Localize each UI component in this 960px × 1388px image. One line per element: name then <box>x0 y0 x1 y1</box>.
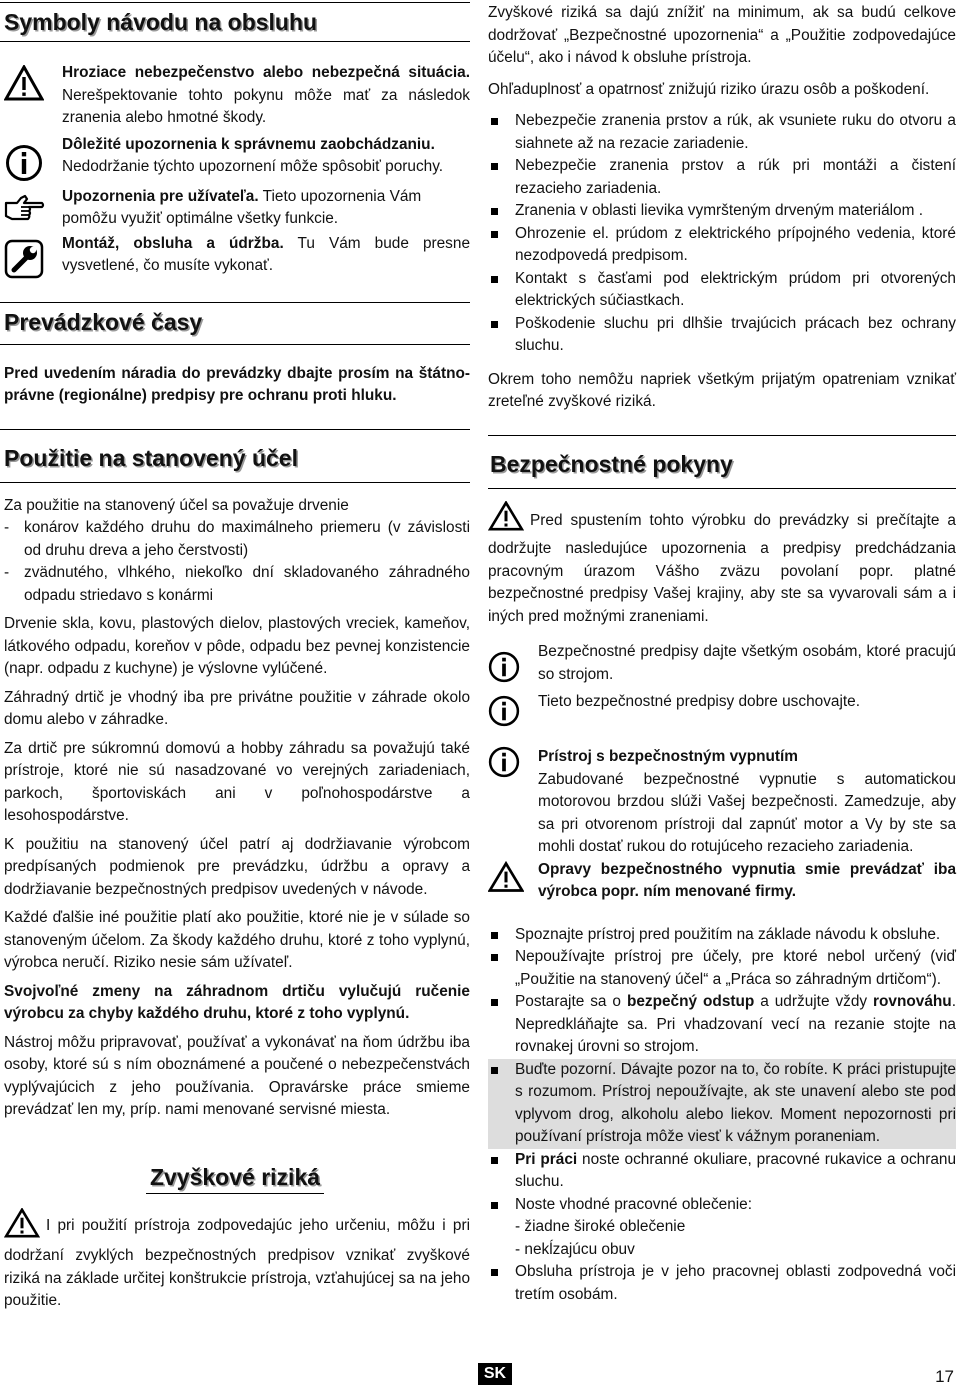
intended-intro: Za použitie na stanovený účel sa považuje drvenie <box>4 496 349 514</box>
residual-header <box>0 1162 470 1194</box>
info-circle-icon <box>0 134 48 182</box>
warning-triangle-icon <box>488 501 524 539</box>
right-column <box>488 0 956 1306</box>
list-item: Kontakt s časťami pod elektrickým prúdom pri otvorených elektrických súčiastkach. <box>488 268 956 313</box>
residual-paragraph: Zvyškové riziká sa dajú znížiť na minimum, ak sa budú celkove dodržovať „Bezpečnostné upozornenia“ a „Použitie zodpovedajúce účelu“, ako i návod k obsluhe prístroja. <box>488 4 956 66</box>
left-column <box>0 0 470 1313</box>
symbol-bold: Montáž, obsluha a údržba. <box>62 234 284 252</box>
paragraph: Nástroj môžu pripravovať, používať a vykonávať na ňom údržbu iba osoby, ktoré sú s ním oboznámené a poučené o nebezpečenstvách vyplývajúcich z jeho používania. Opravárske práce smieme prevádzať len my, príp. nami menované servisné miesta. <box>4 1033 470 1118</box>
language-badge: SK <box>478 1363 512 1385</box>
wrench-icon <box>0 233 48 279</box>
paragraph-bold: Svojvoľné zmeny na záhradnom drtiču vylučujú ručenie výrobcu za chyby každého druhu, ktoré z toho vyplynú. <box>4 982 470 1022</box>
info-row <box>488 691 956 735</box>
intended-use-title: Použitie na stanovený účel <box>4 444 298 471</box>
symbols-list <box>0 62 470 279</box>
symbol-text: Tu Vám bude presne vysvetlené, čo musíte vykonať. <box>62 234 470 274</box>
list-item: Zranenia v oblasti lievika vymršteným drveným materiálom . <box>488 200 956 223</box>
operating-times-title: Prevádzkové časy <box>4 308 203 335</box>
list-item: Poškodenie sluchu pri dlhšie trvajúcich prácach bez ochrany sluchu. <box>488 313 956 358</box>
list-item: Buďte pozorní. Dávajte pozor na to, čo robíte. K práci pristupujte s rozumom. Prístroj nepoužívajte, ak ste unavení alebo ste pod vplyvom drog, alkoholu alebo liekov. Moment nepozornosti pri používaní prístroja môže viesť k vážnym poraneniam. <box>488 1059 956 1149</box>
symbol-item <box>0 186 470 231</box>
symbol-bold: Hroziace nebezpečenstvo alebo nebezpečná situácia. <box>62 64 470 81</box>
list-item: Obsluha prístroja je v jeho pracovnej oblasti zodpovedná voči tretím osobám. <box>488 1261 956 1306</box>
info-circle-icon <box>488 641 532 691</box>
list-item: Nepoužívajte prístroj pre účely, pre ktoré nebol určený (viď „Použitie na stanovený účel“ a „Práca so záhradným drtičom“). <box>488 946 956 991</box>
list-item: Nebezpečie zranenia prstov a rúk, ak vsuniete ruku do otvoru a siahnete až na rezacie zariadenie. <box>488 110 956 155</box>
residual-paragraph: Ohľaduplnosť a opatrnosť znižujú riziko úrazu osôb a poškodení. <box>488 80 930 98</box>
warning-row <box>488 859 956 904</box>
symbol-text: Tieto upozornenia Vám pomôžu využiť optimálne všetky funkcie. <box>62 187 422 227</box>
symbol-item <box>0 62 470 130</box>
symbol-text: Nerešpektovanie tohto pokynu môže mať za následok zranenia alebo hmotné škody. <box>62 86 470 126</box>
safety-title: Bezpečnostné pokyny <box>490 450 733 477</box>
paragraph: K použitiu na stanovený účel patrí aj dodržiavanie výrobcom predpísaných podmienok pre prevádzku, údržbu a opravy a dodržiavanie bezpečnostných predpisov uvedených v návode. <box>4 835 470 898</box>
symbol-bold: Upozornenia pre užívateľa. <box>62 187 259 205</box>
symbol-item <box>0 134 470 182</box>
info-text: Bezpečnostné predpisy dajte všetkým osobám, ktoré pracujú so strojom. <box>538 643 956 683</box>
safety-list <box>488 924 956 1307</box>
info-row <box>488 746 956 859</box>
safety-intro: Pred spustením tohto výrobku do prevádzky si prečítajte a dodržujte nasledujúce upozornenia a predpisy predchádzania pracovným úrazom Vášho zväzu povolaní popr. platné bezpečnostné predpisy Vašej krajiny, aby ste sa vyvarovali sám a i iných pred možnými zraneniami. <box>488 501 956 629</box>
list-item: Spoznajte prístroj pred použitím na základe návodu k obsluhe. <box>488 924 956 947</box>
intended-use-section <box>0 495 470 1122</box>
list-item: Pri práci noste ochranné okuliare, pracovné rukavice a ochranu sluchu. <box>488 1149 956 1194</box>
list-item: Noste vhodné pracovné oblečenie: - žiadne široké oblečenie - nekĺzajúcu obuv <box>488 1194 956 1262</box>
residual-paragraph: Okrem toho nemôžu napriek všetkým prijatým opatreniam vznikať zreteľné zvyškové riziká. <box>488 370 956 410</box>
paragraph: Za drtič pre súkromnú domovú a hobby záhradu sa považujú také prístroje, ktoré nie sú nasadzované vo verejných zariadeniach, parkoch, športoviskách ani v poľnohospodárstve a lesohospodárstve. <box>4 739 470 824</box>
warning-triangle-icon <box>4 1208 40 1246</box>
info-text: Tieto bezpečnostné predpisy dobre uschovajte. <box>538 692 860 710</box>
symbol-item <box>0 233 470 279</box>
info-row <box>488 641 956 691</box>
residual-risk-list <box>488 110 956 358</box>
list-item: Nebezpečie zranenia prstov a rúk pri montáži a čistení rezacieho zariadenia. <box>488 155 956 200</box>
warning-text: Opravy bezpečnostného vypnutia smie prevádzať iba výrobca popr. ním menované firmy. <box>538 860 956 900</box>
symbol-text: Nedodržanie týchto upozornení môže spôsobiť poruchy. <box>62 158 444 175</box>
symbols-title: Symboly návodu na obsluhu <box>4 9 318 35</box>
operating-times-text: Pred uvedením náradia do prevádzky dbajte prosím na štátno-právne (regionálne) predpisy pre ochranu proti hluku. <box>4 364 470 404</box>
list-item: Postarajte sa o bezpečný odstup a udržujte vždy rovnováhu. Nepredkláňajte sa. Pri vhadzovaní vecí na rezanie stojte na rovnakej úrovni so strojom. <box>488 991 956 1059</box>
paragraph: Záhradný drtič je vhodný iba pre privátne použitie v záhrade okolo domu alebo v záhradke. <box>4 688 470 728</box>
list-item: Ohrozenie el. prúdom z elektrického prípojného vedenia, ktoré nezodpovedá predpisom. <box>488 223 956 268</box>
info-text: Prístroj s bezpečnostným vypnutím Zabudované bezpečnostné vypnutie s automatickou motorovou brzdou slúži Vašej bezpečnosti. Zamedzuje, aby sa pri otvorenom prístroji dal zapnúť motor a Vy by ste sa mohli dostať rukou do rotujúceho rezacieho zariadenia. <box>538 748 956 855</box>
residual-risks-title: Zvyškové riziká <box>146 1162 324 1194</box>
pointing-hand-icon <box>0 186 48 222</box>
warning-triangle-icon <box>0 62 48 101</box>
symbols-header <box>0 2 470 37</box>
info-circle-icon <box>488 746 532 786</box>
intended-dash-item: - konárov každého druhu do maximálneho priemeru (v závislosti od druhu dreva a jeho čerstvosti) <box>4 519 470 559</box>
residual-text: I pri použití prístroja zodpovedajúc jeho určeniu, môžu i pri dodržaní zvyklých bezpečnostných predpisov vznikať zvyškové riziká na základe určitej konštrukcie prístroja, vzťahujúcej sa na jeho použitie. <box>0 1208 470 1313</box>
info-circle-icon <box>488 691 532 735</box>
paragraph: Každé ďalšie iné použitie platí ako použitie, ktoré nie je v súlade so stanoveným účelom. Za škody každého druhu, ktoré z toho vyplynú, výrobca neručí. Riziko nesie sám užívateľ. <box>4 909 470 971</box>
paragraph: Drvenie skla, kovu, plastových dielov, plastových vreciek, kameňov, látkového odpadu, koreňov v pôde, odpadu bez pevnej konzistencie (napr. odpadu z kuchyne) je výslovne vylúčené. <box>4 615 470 677</box>
symbol-bold: Dôležité upozornenia k správnemu zaobchádzaniu. <box>62 135 435 153</box>
page-number: 17 <box>935 1367 954 1386</box>
warning-triangle-icon <box>488 859 532 901</box>
intended-dash-item: - zvädnutého, vlhkého, niekoľko dní skladovaného záhradného odpadu striedavo s konármi <box>4 564 470 604</box>
